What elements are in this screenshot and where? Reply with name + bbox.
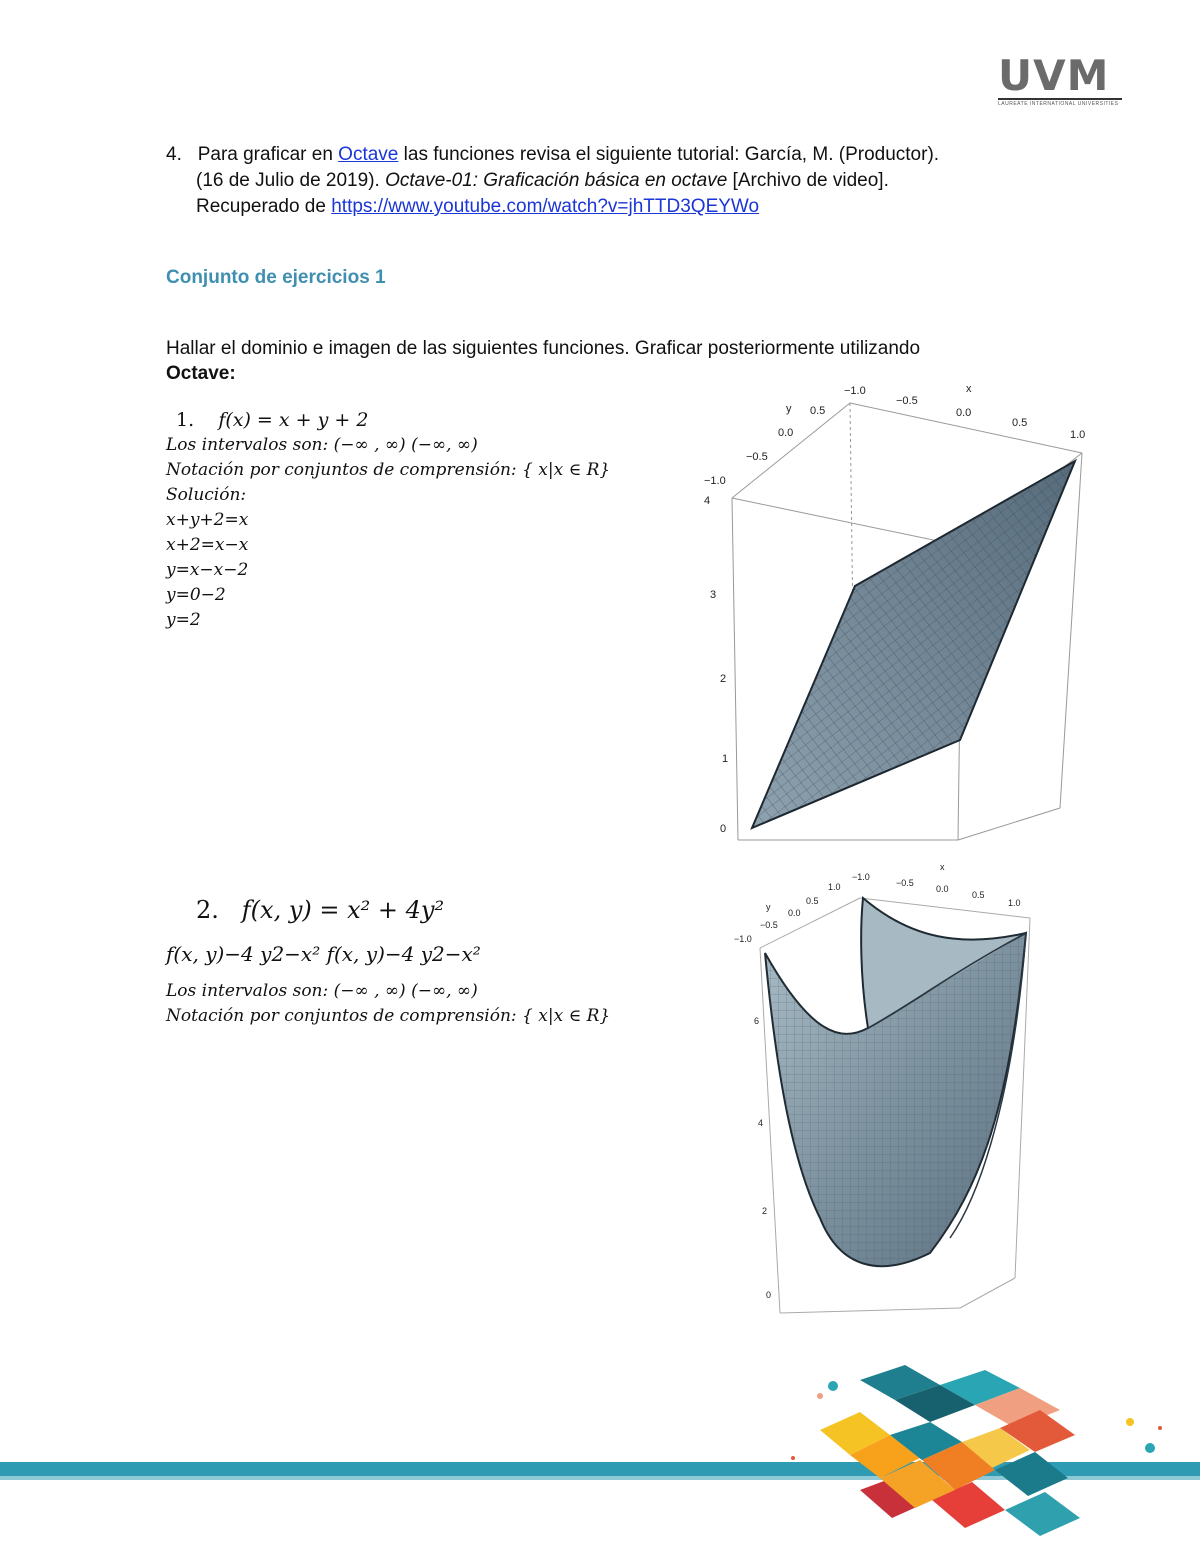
item-4-date: (16 de Julio de 2019). — [196, 170, 380, 191]
exercise-2-equation: f(x, y) = x² + 4y² — [241, 896, 445, 924]
item-4 — [166, 142, 1066, 220]
solution-step: x+2=x−x — [166, 535, 249, 555]
plot-1-box-edge — [1060, 453, 1082, 808]
plot-1-x-tick: −0.5 — [896, 395, 918, 407]
footer-dot — [791, 1456, 795, 1460]
exercise-1-number: 1. — [176, 409, 195, 431]
uvm-logo — [998, 51, 1122, 108]
solution-step: x+y+2=x — [166, 510, 249, 530]
intro-bold: Octave: — [166, 363, 236, 384]
plot-1-z-tick: 1 — [722, 753, 729, 765]
exercise-1 — [166, 408, 686, 633]
plot-2-x-tick: 0.0 — [936, 884, 949, 894]
plot-2-y-label: y — [766, 902, 771, 912]
footer-dot — [1158, 1426, 1162, 1430]
plot-2-x-label: x — [940, 862, 945, 872]
plot-1-z-tick: 4 — [704, 495, 711, 507]
plot-1-box-edge — [958, 808, 1060, 840]
plot-2-x-tick: 0.5 — [972, 890, 985, 900]
plot-2-box-edge — [780, 1308, 960, 1313]
exercise-2-number: 2. — [196, 896, 219, 924]
plot-2-y-tick: −0.5 — [760, 920, 778, 930]
footer-dot — [1145, 1443, 1155, 1453]
plot-1-z-tick: 2 — [720, 673, 727, 685]
plot-2-y-tick: 0.0 — [788, 908, 801, 918]
exercise-1-solution-title: Solución: — [166, 485, 247, 505]
exercise-2-intervals: Los intervalos son: (−∞ , ∞) (−∞, ∞) — [166, 981, 478, 1001]
item-4-rest: las funciones revisa el siguiente tutorial: García, M. (Productor). — [403, 144, 940, 165]
octave-link[interactable]: Octave — [338, 144, 399, 165]
intro-text: Hallar el dominio e imagen de las siguientes funciones. Graficar posteriormente utilizando — [166, 338, 921, 359]
plot-1-y-label: y — [786, 403, 792, 415]
item-4-number: 4. — [166, 144, 182, 165]
exercise-1-intervals: Los intervalos son: (−∞ , ∞) (−∞, ∞) — [166, 435, 478, 455]
plot-2-z-tick: 2 — [762, 1206, 768, 1216]
plot-1-x-tick: −1.0 — [844, 385, 866, 397]
plot-2-paraboloid — [730, 858, 1060, 1318]
item-4-lead: Para graficar en — [197, 144, 333, 165]
section-title: Conjunto de ejercicios 1 — [166, 267, 386, 288]
exercise-2 — [166, 942, 726, 1029]
plot-1-x-label: x — [966, 383, 972, 395]
footer-decoration — [0, 1350, 1200, 1553]
plot-2-x-tick: 1.0 — [1008, 898, 1021, 908]
footer-dot — [828, 1381, 838, 1391]
plot-2-y-tick: −1.0 — [734, 934, 752, 944]
plot-1-box-edge — [732, 498, 738, 840]
footer-dot — [817, 1393, 823, 1399]
plot-1-mesh — [752, 461, 1075, 828]
footer-dot — [1126, 1418, 1134, 1426]
plot-2-z-tick: 0 — [766, 1290, 772, 1300]
exercise-2-garbled: f(x, y)−4 y2−x² f(x, y)−4 y2−x² — [166, 942, 481, 966]
plot-1-y-tick: 0.0 — [778, 427, 794, 439]
plot-1-z-tick: 0 — [720, 823, 727, 835]
plot-1-z-tick: 3 — [710, 589, 717, 601]
plot-1-y-tick: 0.5 — [810, 405, 826, 417]
plot-1-y-tick: −1.0 — [704, 475, 726, 487]
solution-step: y=0−2 — [166, 585, 226, 605]
plot-2-x-tick: −0.5 — [896, 878, 914, 888]
video-title: Octave-01: Graficación básica en octave — [385, 170, 728, 191]
plot-2-y-tick: 0.5 — [806, 896, 819, 906]
item-4-recovered: Recuperado de — [196, 196, 326, 217]
plot-2-y-tick: 1.0 — [828, 882, 841, 892]
footer-cubes — [820, 1365, 1080, 1536]
logo-tagline: LAUREATE INTERNATIONAL UNIVERSITIES — [998, 98, 1122, 107]
plot-2-x-tick: −1.0 — [852, 872, 870, 882]
exercise-2-header — [196, 896, 444, 924]
plot-1-box-edge — [732, 498, 962, 546]
plot-1-x-tick: 0.0 — [956, 407, 972, 419]
plot-1-x-tick: 0.5 — [1012, 417, 1028, 429]
youtube-link[interactable]: https://www.youtube.com/watch?v=jhTTD3QEYWo — [331, 196, 760, 217]
exercise-2-notation: Notación por conjuntos de comprensión: { x|x ∈ R} — [166, 1006, 611, 1026]
solution-step: y=2 — [166, 610, 201, 630]
item-4-archive: [Archivo de video]. — [732, 170, 889, 191]
plot-2-box-edge — [960, 1278, 1015, 1308]
plot-2-z-tick: 6 — [754, 1016, 760, 1026]
plot-1-y-tick: −0.5 — [746, 451, 768, 463]
solution-step: y=x−x−2 — [166, 560, 249, 580]
exercise-1-notation: Notación por conjuntos de comprensión: { x|x ∈ R} — [166, 460, 611, 480]
plot-1-x-tick: 1.0 — [1070, 429, 1086, 441]
exercise-1-equation: f(x) = x + y + 2 — [218, 409, 369, 431]
logo-text: UVM — [998, 51, 1110, 100]
plot-1-plane — [690, 378, 1110, 848]
plot-2-z-tick: 4 — [758, 1118, 764, 1128]
